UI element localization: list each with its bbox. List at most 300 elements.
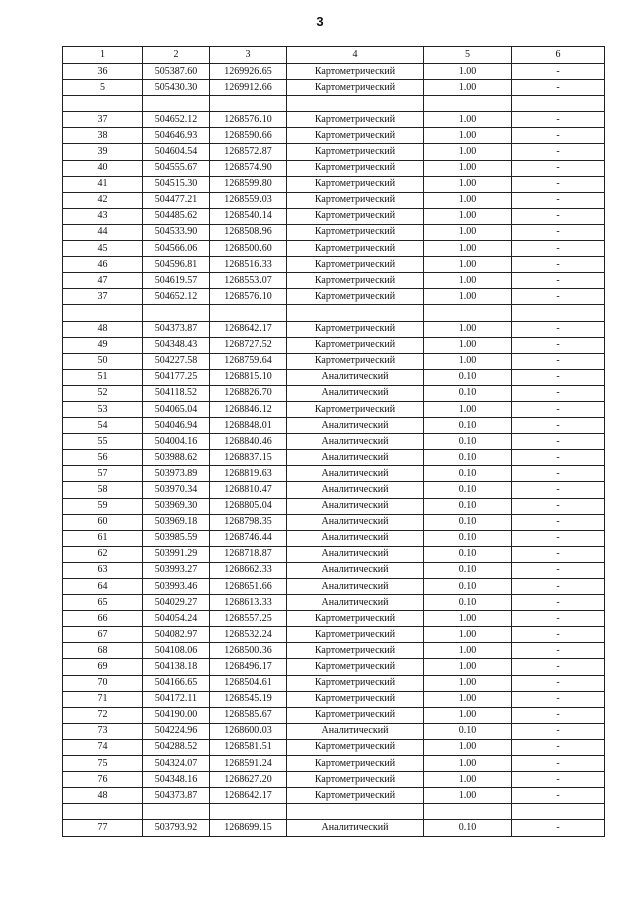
accuracy-cell	[424, 804, 512, 820]
point-number-cell: 70	[63, 675, 143, 691]
description-cell: -	[512, 659, 605, 675]
accuracy-cell: 1.00	[424, 128, 512, 144]
accuracy-cell: 0.10	[424, 530, 512, 546]
table-row	[63, 466, 605, 482]
method-cell: Картометрический	[287, 289, 424, 305]
method-cell: Картометрический	[287, 160, 424, 176]
table-row	[63, 305, 605, 321]
description-cell: -	[512, 546, 605, 562]
accuracy-cell: 1.00	[424, 273, 512, 289]
y-coordinate-cell: 1268572.87	[210, 144, 287, 160]
x-coordinate-cell	[143, 96, 210, 112]
y-coordinate-cell: 1268810.47	[210, 482, 287, 498]
point-number-cell: 49	[63, 337, 143, 353]
method-cell: Аналитический	[287, 562, 424, 578]
x-coordinate-cell: 504118.52	[143, 385, 210, 401]
method-cell: Аналитический	[287, 546, 424, 562]
x-coordinate-cell: 504177.25	[143, 369, 210, 385]
accuracy-cell: 1.00	[424, 756, 512, 772]
method-cell: Картометрический	[287, 675, 424, 691]
y-coordinate-cell: 1268837.15	[210, 450, 287, 466]
column-header: 6	[512, 47, 605, 64]
table-row	[63, 772, 605, 788]
point-number-cell: 77	[63, 820, 143, 836]
point-number-cell: 39	[63, 144, 143, 160]
x-coordinate-cell: 504324.07	[143, 756, 210, 772]
method-cell: Картометрический	[287, 611, 424, 627]
point-number-cell: 56	[63, 450, 143, 466]
point-number-cell: 5	[63, 80, 143, 96]
method-cell: Аналитический	[287, 482, 424, 498]
method-cell: Аналитический	[287, 723, 424, 739]
point-number-cell: 63	[63, 562, 143, 578]
y-coordinate-cell: 1268532.24	[210, 627, 287, 643]
point-number-cell	[63, 804, 143, 820]
method-cell: Картометрический	[287, 321, 424, 337]
point-number-cell: 64	[63, 579, 143, 595]
table-row	[63, 756, 605, 772]
accuracy-cell: 1.00	[424, 627, 512, 643]
accuracy-cell	[424, 96, 512, 112]
y-coordinate-cell: 1268504.61	[210, 675, 287, 691]
method-cell: Картометрический	[287, 208, 424, 224]
page-number: 3	[316, 14, 324, 29]
point-number-cell: 43	[63, 208, 143, 224]
x-coordinate-cell: 503970.34	[143, 482, 210, 498]
method-cell: Картометрический	[287, 707, 424, 723]
point-number-cell: 42	[63, 192, 143, 208]
x-coordinate-cell: 504227.58	[143, 353, 210, 369]
y-coordinate-cell: 1268759.64	[210, 353, 287, 369]
y-coordinate-cell: 1268581.51	[210, 739, 287, 755]
y-coordinate-cell: 1268600.03	[210, 723, 287, 739]
method-cell: Картометрический	[287, 739, 424, 755]
table-row	[63, 160, 605, 176]
description-cell: -	[512, 401, 605, 417]
method-cell: Аналитический	[287, 498, 424, 514]
x-coordinate-cell: 504138.18	[143, 659, 210, 675]
description-cell: -	[512, 337, 605, 353]
y-coordinate-cell: 1268826.70	[210, 385, 287, 401]
description-cell: -	[512, 514, 605, 530]
x-coordinate-cell: 504604.54	[143, 144, 210, 160]
point-number-cell: 61	[63, 530, 143, 546]
table-row	[63, 514, 605, 530]
x-coordinate-cell: 503993.27	[143, 562, 210, 578]
point-number-cell: 54	[63, 418, 143, 434]
description-cell: -	[512, 289, 605, 305]
method-cell: Картометрический	[287, 756, 424, 772]
point-number-cell: 36	[63, 64, 143, 80]
table-row	[63, 530, 605, 546]
point-number-cell: 50	[63, 353, 143, 369]
accuracy-cell: 0.10	[424, 369, 512, 385]
table-body	[63, 64, 605, 837]
method-cell: Картометрический	[287, 192, 424, 208]
point-number-cell: 38	[63, 128, 143, 144]
x-coordinate-cell: 503969.18	[143, 514, 210, 530]
point-number-cell: 48	[63, 788, 143, 804]
y-coordinate-cell: 1268590.66	[210, 128, 287, 144]
point-number-cell: 67	[63, 627, 143, 643]
table-row	[63, 273, 605, 289]
y-coordinate-cell: 1268718.87	[210, 546, 287, 562]
table-row	[63, 788, 605, 804]
accuracy-cell: 0.10	[424, 385, 512, 401]
point-number-cell: 53	[63, 401, 143, 417]
accuracy-cell: 1.00	[424, 353, 512, 369]
column-header: 4	[287, 47, 424, 64]
y-coordinate-cell: 1268500.60	[210, 241, 287, 257]
method-cell: Картометрический	[287, 128, 424, 144]
description-cell: -	[512, 627, 605, 643]
y-coordinate-cell: 1268798.35	[210, 514, 287, 530]
method-cell	[287, 305, 424, 321]
accuracy-cell: 0.10	[424, 418, 512, 434]
description-cell: -	[512, 369, 605, 385]
method-cell	[287, 96, 424, 112]
x-coordinate-cell: 504224.96	[143, 723, 210, 739]
point-number-cell: 59	[63, 498, 143, 514]
description-cell: -	[512, 723, 605, 739]
description-cell: -	[512, 579, 605, 595]
y-coordinate-cell: 1268815.10	[210, 369, 287, 385]
table-row	[63, 176, 605, 192]
x-coordinate-cell: 504065.04	[143, 401, 210, 417]
point-number-cell: 47	[63, 273, 143, 289]
accuracy-cell: 0.10	[424, 514, 512, 530]
description-cell: -	[512, 434, 605, 450]
description-cell: -	[512, 224, 605, 240]
description-cell: -	[512, 530, 605, 546]
accuracy-cell: 1.00	[424, 739, 512, 755]
description-cell: -	[512, 595, 605, 611]
table-row	[63, 353, 605, 369]
x-coordinate-cell: 503969.30	[143, 498, 210, 514]
description-cell: -	[512, 160, 605, 176]
method-cell: Аналитический	[287, 514, 424, 530]
accuracy-cell: 0.10	[424, 466, 512, 482]
table-row	[63, 579, 605, 595]
table-row	[63, 450, 605, 466]
point-number-cell: 60	[63, 514, 143, 530]
point-number-cell	[63, 96, 143, 112]
accuracy-cell: 1.00	[424, 401, 512, 417]
method-cell: Аналитический	[287, 530, 424, 546]
description-cell: -	[512, 64, 605, 80]
table-row	[63, 64, 605, 80]
description-cell: -	[512, 353, 605, 369]
table-row	[63, 337, 605, 353]
table-row	[63, 192, 605, 208]
accuracy-cell: 1.00	[424, 80, 512, 96]
point-number-cell: 62	[63, 546, 143, 562]
accuracy-cell: 1.00	[424, 691, 512, 707]
point-number-cell: 48	[63, 321, 143, 337]
x-coordinate-cell: 504348.16	[143, 772, 210, 788]
description-cell: -	[512, 80, 605, 96]
table-row	[63, 401, 605, 417]
point-number-cell: 37	[63, 289, 143, 305]
y-coordinate-cell: 1268553.07	[210, 273, 287, 289]
method-cell: Аналитический	[287, 385, 424, 401]
description-cell: -	[512, 144, 605, 160]
description-cell: -	[512, 788, 605, 804]
method-cell: Картометрический	[287, 241, 424, 257]
x-coordinate-cell: 504652.12	[143, 289, 210, 305]
description-cell: -	[512, 707, 605, 723]
accuracy-cell: 0.10	[424, 450, 512, 466]
y-coordinate-cell	[210, 305, 287, 321]
y-coordinate-cell: 1268840.46	[210, 434, 287, 450]
header-row	[63, 47, 605, 64]
point-number-cell: 73	[63, 723, 143, 739]
x-coordinate-cell: 503991.29	[143, 546, 210, 562]
x-coordinate-cell	[143, 804, 210, 820]
x-coordinate-cell: 504082.97	[143, 627, 210, 643]
table-row	[63, 562, 605, 578]
description-cell: -	[512, 498, 605, 514]
accuracy-cell: 0.10	[424, 595, 512, 611]
x-coordinate-cell: 504646.93	[143, 128, 210, 144]
accuracy-cell: 1.00	[424, 224, 512, 240]
table-row	[63, 482, 605, 498]
method-cell: Картометрический	[287, 337, 424, 353]
y-coordinate-cell: 1268613.33	[210, 595, 287, 611]
accuracy-cell: 1.00	[424, 257, 512, 273]
accuracy-cell: 1.00	[424, 337, 512, 353]
y-coordinate-cell: 1269926.65	[210, 64, 287, 80]
table-row	[63, 627, 605, 643]
table-row	[63, 434, 605, 450]
accuracy-cell: 1.00	[424, 64, 512, 80]
x-coordinate-cell: 504652.12	[143, 112, 210, 128]
y-coordinate-cell: 1268599.80	[210, 176, 287, 192]
x-coordinate-cell: 503988.62	[143, 450, 210, 466]
accuracy-cell	[424, 305, 512, 321]
description-cell: -	[512, 739, 605, 755]
method-cell: Картометрический	[287, 64, 424, 80]
method-cell: Аналитический	[287, 820, 424, 836]
table-row	[63, 498, 605, 514]
column-header: 3	[210, 47, 287, 64]
point-number-cell: 66	[63, 611, 143, 627]
table-row	[63, 691, 605, 707]
accuracy-cell: 0.10	[424, 434, 512, 450]
point-number-cell: 44	[63, 224, 143, 240]
description-cell: -	[512, 675, 605, 691]
description-cell: -	[512, 418, 605, 434]
x-coordinate-cell: 504190.00	[143, 707, 210, 723]
point-number-cell: 69	[63, 659, 143, 675]
x-coordinate-cell: 504555.67	[143, 160, 210, 176]
table-row	[63, 643, 605, 659]
point-number-cell: 46	[63, 257, 143, 273]
point-number-cell: 37	[63, 112, 143, 128]
table-row	[63, 659, 605, 675]
description-cell: -	[512, 450, 605, 466]
x-coordinate-cell: 503973.89	[143, 466, 210, 482]
x-coordinate-cell: 504029.27	[143, 595, 210, 611]
accuracy-cell: 1.00	[424, 208, 512, 224]
accuracy-cell: 0.10	[424, 498, 512, 514]
point-number-cell: 58	[63, 482, 143, 498]
method-cell: Картометрический	[287, 112, 424, 128]
description-cell: -	[512, 385, 605, 401]
coordinates-table	[62, 46, 605, 837]
method-cell: Аналитический	[287, 434, 424, 450]
table-row	[63, 611, 605, 627]
table-row	[63, 241, 605, 257]
x-coordinate-cell: 504108.06	[143, 643, 210, 659]
table-row	[63, 739, 605, 755]
method-cell: Аналитический	[287, 418, 424, 434]
description-cell: -	[512, 112, 605, 128]
y-coordinate-cell: 1268848.01	[210, 418, 287, 434]
accuracy-cell: 1.00	[424, 675, 512, 691]
x-coordinate-cell: 504515.30	[143, 176, 210, 192]
y-coordinate-cell	[210, 96, 287, 112]
method-cell: Картометрический	[287, 788, 424, 804]
accuracy-cell: 1.00	[424, 144, 512, 160]
x-coordinate-cell: 504373.87	[143, 321, 210, 337]
table-row	[63, 675, 605, 691]
description-cell	[512, 305, 605, 321]
x-coordinate-cell: 504046.94	[143, 418, 210, 434]
method-cell: Картометрический	[287, 643, 424, 659]
x-coordinate-cell: 504566.06	[143, 241, 210, 257]
description-cell: -	[512, 176, 605, 192]
x-coordinate-cell: 504172.11	[143, 691, 210, 707]
description-cell: -	[512, 128, 605, 144]
x-coordinate-cell: 504533.90	[143, 224, 210, 240]
method-cell: Картометрический	[287, 401, 424, 417]
method-cell: Картометрический	[287, 691, 424, 707]
y-coordinate-cell	[210, 804, 287, 820]
point-number-cell: 57	[63, 466, 143, 482]
accuracy-cell: 1.00	[424, 112, 512, 128]
y-coordinate-cell: 1268516.33	[210, 257, 287, 273]
description-cell: -	[512, 820, 605, 836]
x-coordinate-cell: 504004.16	[143, 434, 210, 450]
accuracy-cell: 1.00	[424, 772, 512, 788]
column-header: 5	[424, 47, 512, 64]
column-header: 2	[143, 47, 210, 64]
table-row	[63, 128, 605, 144]
y-coordinate-cell: 1268557.25	[210, 611, 287, 627]
method-cell: Аналитический	[287, 450, 424, 466]
x-coordinate-cell: 504596.81	[143, 257, 210, 273]
y-coordinate-cell: 1268662.33	[210, 562, 287, 578]
point-number-cell: 55	[63, 434, 143, 450]
description-cell	[512, 804, 605, 820]
description-cell: -	[512, 192, 605, 208]
accuracy-cell: 1.00	[424, 176, 512, 192]
table-row	[63, 723, 605, 739]
accuracy-cell: 0.10	[424, 562, 512, 578]
y-coordinate-cell: 1268627.20	[210, 772, 287, 788]
description-cell: -	[512, 643, 605, 659]
x-coordinate-cell: 504477.21	[143, 192, 210, 208]
method-cell: Аналитический	[287, 595, 424, 611]
table-row	[63, 257, 605, 273]
y-coordinate-cell: 1268805.04	[210, 498, 287, 514]
x-coordinate-cell: 504166.65	[143, 675, 210, 691]
method-cell: Картометрический	[287, 144, 424, 160]
table-row	[63, 820, 605, 836]
y-coordinate-cell: 1268819.63	[210, 466, 287, 482]
y-coordinate-cell: 1268642.17	[210, 321, 287, 337]
x-coordinate-cell: 505387.60	[143, 64, 210, 80]
y-coordinate-cell: 1269912.66	[210, 80, 287, 96]
point-number-cell: 74	[63, 739, 143, 755]
y-coordinate-cell: 1268500.36	[210, 643, 287, 659]
x-coordinate-cell: 504619.57	[143, 273, 210, 289]
table-row	[63, 80, 605, 96]
point-number-cell: 76	[63, 772, 143, 788]
x-coordinate-cell: 503993.46	[143, 579, 210, 595]
method-cell: Картометрический	[287, 659, 424, 675]
accuracy-cell: 0.10	[424, 482, 512, 498]
table-row	[63, 96, 605, 112]
x-coordinate-cell: 503793.92	[143, 820, 210, 836]
description-cell: -	[512, 273, 605, 289]
point-number-cell: 52	[63, 385, 143, 401]
x-coordinate-cell: 504373.87	[143, 788, 210, 804]
y-coordinate-cell: 1268496.17	[210, 659, 287, 675]
y-coordinate-cell: 1268576.10	[210, 112, 287, 128]
accuracy-cell: 1.00	[424, 241, 512, 257]
table-row	[63, 144, 605, 160]
table-header	[63, 47, 605, 64]
description-cell: -	[512, 241, 605, 257]
y-coordinate-cell: 1268846.12	[210, 401, 287, 417]
point-number-cell: 65	[63, 595, 143, 611]
y-coordinate-cell: 1268651.66	[210, 579, 287, 595]
accuracy-cell: 1.00	[424, 192, 512, 208]
accuracy-cell: 1.00	[424, 707, 512, 723]
method-cell: Аналитический	[287, 369, 424, 385]
method-cell: Картометрический	[287, 176, 424, 192]
y-coordinate-cell: 1268508.96	[210, 224, 287, 240]
x-coordinate-cell	[143, 305, 210, 321]
y-coordinate-cell: 1268585.67	[210, 707, 287, 723]
point-number-cell: 72	[63, 707, 143, 723]
table-row	[63, 321, 605, 337]
y-coordinate-cell: 1268727.52	[210, 337, 287, 353]
accuracy-cell: 0.10	[424, 723, 512, 739]
point-number-cell: 71	[63, 691, 143, 707]
x-coordinate-cell: 504348.43	[143, 337, 210, 353]
table-row	[63, 804, 605, 820]
y-coordinate-cell: 1268576.10	[210, 289, 287, 305]
y-coordinate-cell: 1268591.24	[210, 756, 287, 772]
method-cell	[287, 804, 424, 820]
method-cell: Картометрический	[287, 353, 424, 369]
method-cell: Картометрический	[287, 224, 424, 240]
point-number-cell: 45	[63, 241, 143, 257]
point-number-cell: 68	[63, 643, 143, 659]
table-row	[63, 289, 605, 305]
description-cell: -	[512, 321, 605, 337]
table-row	[63, 707, 605, 723]
x-coordinate-cell: 505430.30	[143, 80, 210, 96]
description-cell: -	[512, 611, 605, 627]
x-coordinate-cell: 504288.52	[143, 739, 210, 755]
method-cell: Картометрический	[287, 273, 424, 289]
accuracy-cell: 0.10	[424, 579, 512, 595]
column-header: 1	[63, 47, 143, 64]
